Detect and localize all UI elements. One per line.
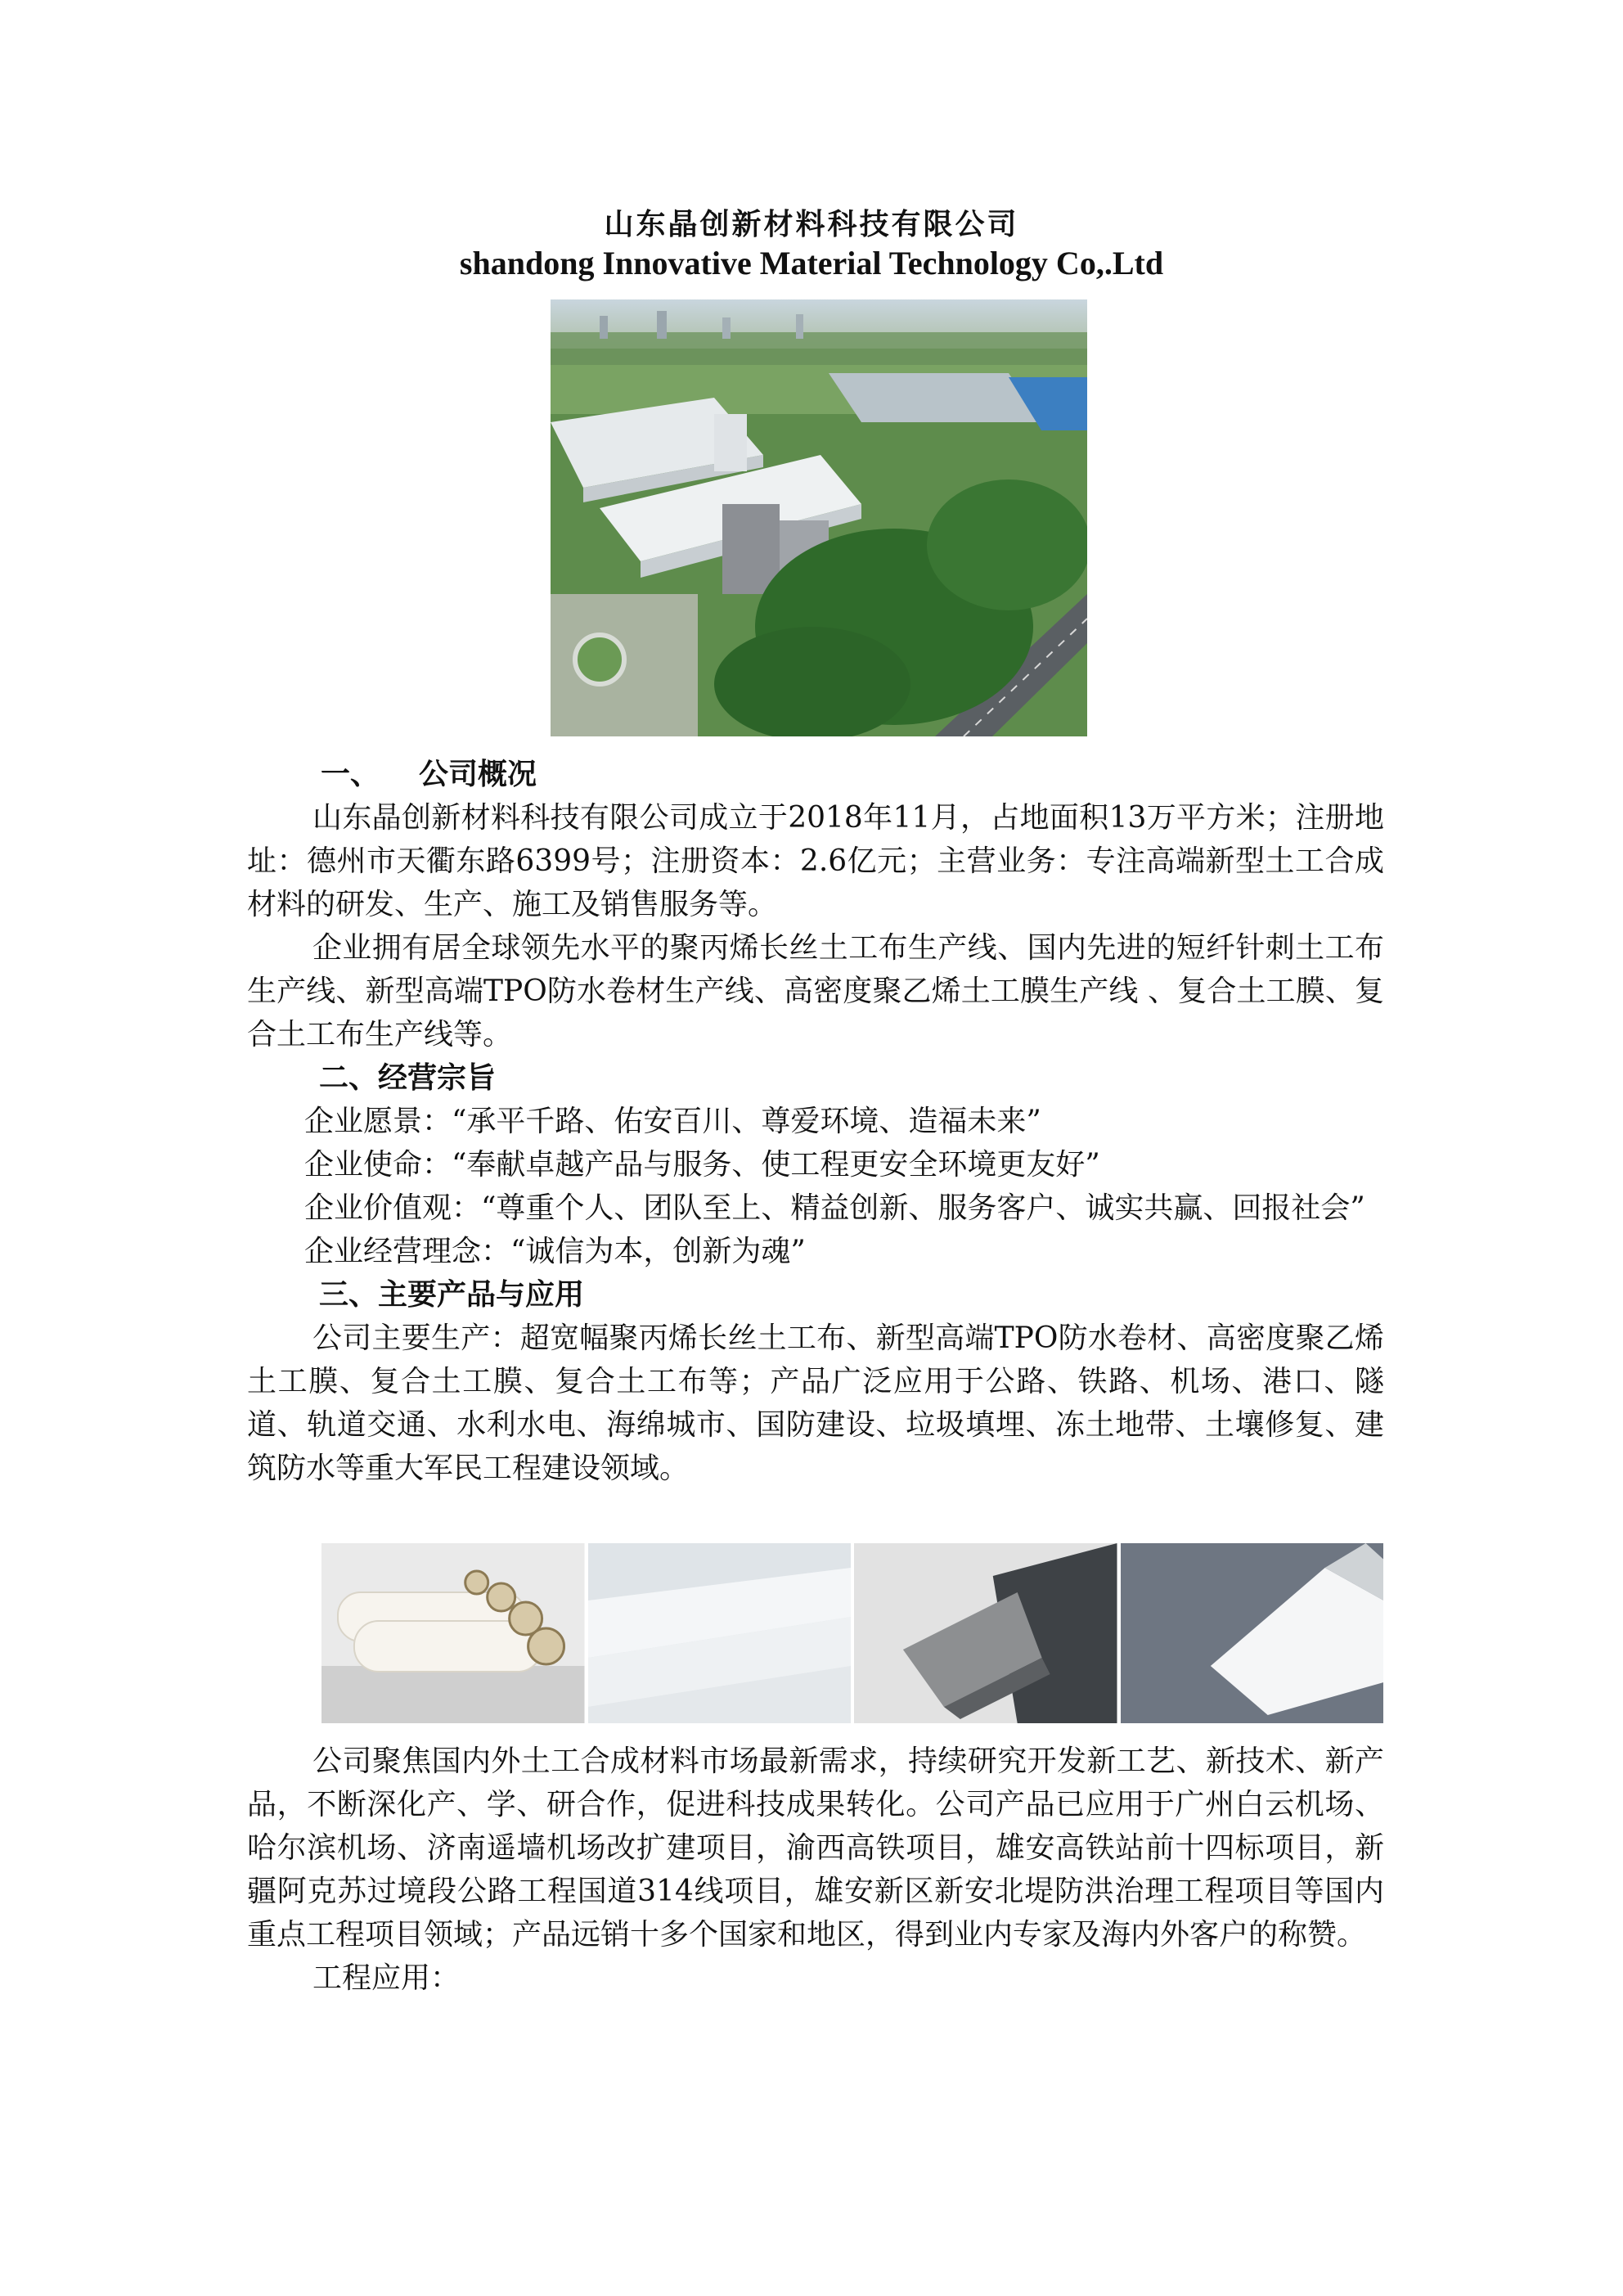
product-photo-white-fabric <box>588 1543 852 1723</box>
mission-line: 企业使命：“奉献卓越产品与服务、使工程更安全环境更友好” <box>304 1148 1100 1182</box>
vision-line: 企业愿景：“承平千路、佑安百川、尊爱环境、造福未来” <box>304 1105 1041 1138</box>
section-title: 公司概况 <box>419 757 537 791</box>
section-number: 一、 <box>321 757 380 791</box>
section-heading-purpose: 二、经营宗旨 <box>319 1060 497 1095</box>
company-title-en: shandong Innovative Material Technology Co,.Ltd <box>459 245 1164 281</box>
values-line: 企业价值观：“尊重个人、团队至上、精益创新、服务客户、诚实共赢、回报社会” <box>304 1191 1365 1225</box>
product-photo-composite-membrane <box>854 1543 1117 1723</box>
philosophy-line: 企业经营理念：“诚信为本，创新为魂” <box>304 1235 806 1268</box>
company-title-cn: 山东晶创新材料科技有限公司 <box>604 207 1019 241</box>
body-section-2 <box>247 1740 1384 2000</box>
section-heading-overview <box>247 753 1384 796</box>
products-paragraph-2: 公司聚焦国内外土工合成材料市场最新需求，持续研究开发新工艺、新技术、新产品，不断深化产、学、研合作，促进科技成果转化。公司产品已应用于广州白云机场、哈尔滨机场、济南遥墙机场改扩建项目，渝西高铁项目，雄安高铁站前十四标项目，新疆阿克苏过境段公路工程国道314线项目，雄安新区新安北堤防洪治理工程项目等国内重点工程项目领域；产品远销十多个国家和地区，得到业内专家及海内外客户的称赞。 <box>247 1745 1384 1952</box>
overview-paragraph-1: 山东晶创新材料科技有限公司成立于2018年11月，占地面积13万平方米；注册地址：德州市天衢东路6399号；注册资本：2.6亿元；主营业务：专注高端新型土工合成材料的研发、生产、施工及销售服务等。 <box>247 801 1384 921</box>
section-heading-products: 三、主要产品与应用 <box>319 1277 585 1312</box>
overview-paragraph-2: 企业拥有居全球领先水平的聚丙烯长丝土工布生产线、国内先进的短纤针刺土工布生产线、新型高端TPO防水卷材生产线、高密度聚乙烯土工膜生产线 、复合土工膜、复合土工布生产线等。 <box>247 931 1384 1051</box>
product-image-strip <box>321 1543 1383 1723</box>
engineering-applications-label: 工程应用： <box>312 1961 461 1995</box>
product-photo-geotextile-rolls <box>321 1543 585 1723</box>
factory-aerial-photo <box>551 299 1087 736</box>
products-paragraph-1: 公司主要生产：超宽幅聚丙烯长丝土工布、新型高端TPO防水卷材、高密度聚乙烯土工膜、复合土工膜、复合土工布等；产品广泛应用于公路、铁路、机场、港口、隧道、轨道交通、水利水电、海绵城市、国防建设、垃圾填埋、冻土地带、土壤修复、建筑防水等重大军民工程建设领域。 <box>247 1321 1384 1485</box>
product-photo-tpo-membrane <box>1121 1543 1384 1723</box>
body-section-1 <box>247 753 1384 1490</box>
